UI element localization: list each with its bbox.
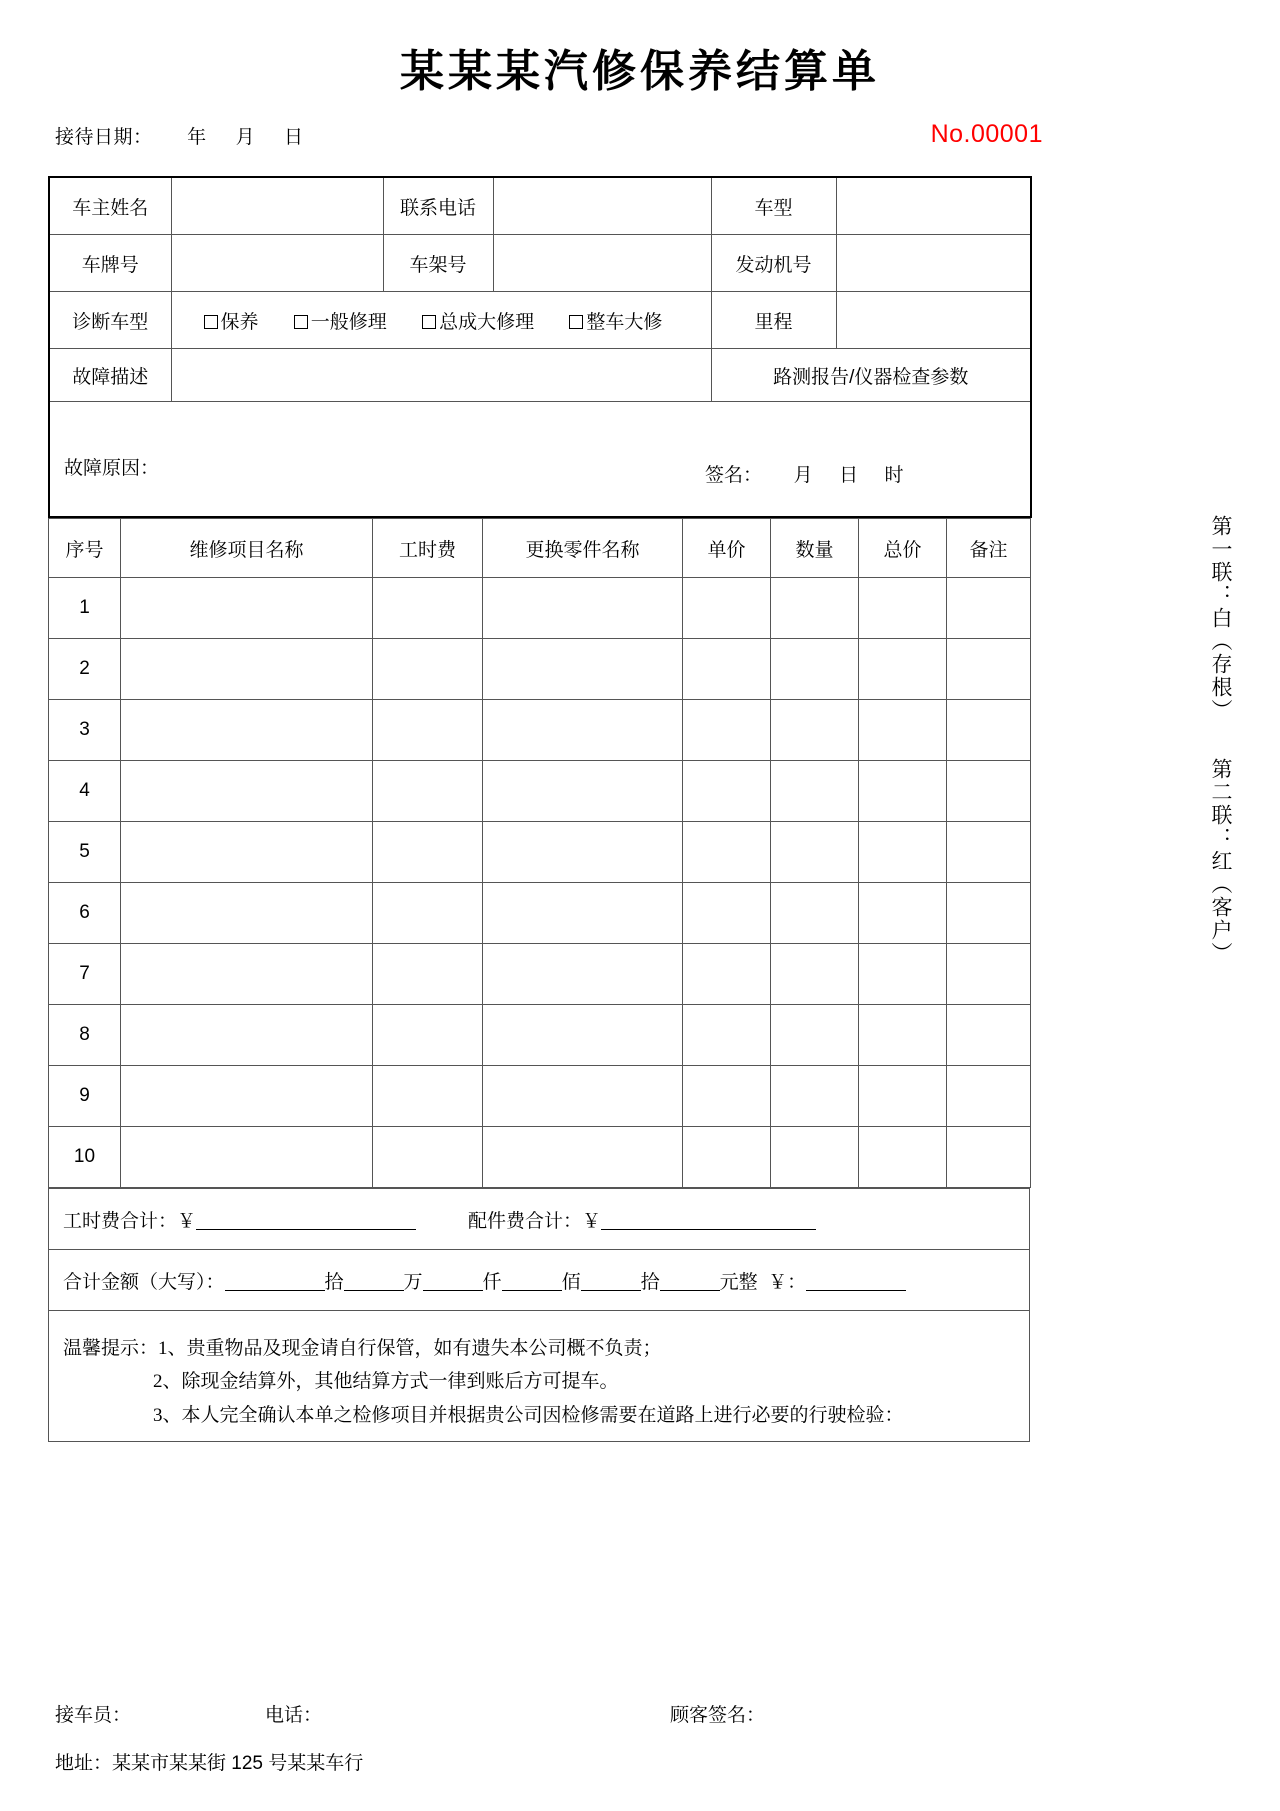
cell-remark[interactable] — [947, 639, 1031, 700]
notes-row — [49, 1311, 1030, 1442]
cell-part-name[interactable] — [483, 944, 683, 1005]
parts-total-label: 配件费合计：￥ — [468, 1210, 602, 1232]
unit-bai: 佰 — [561, 1271, 581, 1293]
note-text-2: 2、除现金结算外，其他结算方式一律到账后方可提车。 — [153, 1371, 619, 1393]
amount-blank-5[interactable] — [581, 1271, 641, 1291]
unit-shi-b: 拾 — [640, 1271, 660, 1293]
copy-labels — [1210, 515, 1250, 1001]
checkbox-icon[interactable] — [569, 315, 583, 329]
cell-remark[interactable] — [947, 944, 1031, 1005]
cell-total-price[interactable] — [859, 639, 947, 700]
amount-blank-4[interactable] — [502, 1271, 562, 1291]
cell-labor-fee[interactable] — [373, 822, 483, 883]
amount-numeric-field[interactable] — [806, 1271, 906, 1291]
cell-part-name[interactable] — [483, 761, 683, 822]
fault-cause-row — [49, 402, 1031, 518]
cell-index: 4 — [49, 761, 121, 822]
cell-index: 6 — [49, 883, 121, 944]
cell-total-price[interactable] — [859, 1066, 947, 1127]
owner-name-label: 车主姓名 — [49, 177, 171, 235]
table-row — [49, 639, 1031, 700]
mileage-field[interactable] — [836, 292, 1031, 349]
cell-part-name[interactable] — [483, 578, 683, 639]
copy-label-first: 第一联：白（存根） — [1209, 515, 1232, 722]
labor-total-label: 工时费合计：￥ — [63, 1210, 197, 1232]
cell-remark[interactable] — [947, 822, 1031, 883]
fault-cause-label: 故障原因： — [64, 457, 160, 479]
checkbox-label: 总成大修理 — [439, 311, 535, 333]
engine-number-field[interactable] — [836, 235, 1031, 292]
table-row — [49, 883, 1031, 944]
table-row — [49, 822, 1031, 883]
parts-total-field[interactable] — [601, 1210, 816, 1230]
cell-quantity[interactable] — [771, 1005, 859, 1066]
cell-remark[interactable] — [947, 700, 1031, 761]
cell-total-price[interactable] — [859, 578, 947, 639]
cell-unit-price[interactable] — [683, 578, 771, 639]
col-header-unit-price: 单价 — [683, 519, 771, 578]
cell-quantity[interactable] — [771, 639, 859, 700]
cell-labor-fee[interactable] — [373, 700, 483, 761]
meta-line — [55, 122, 1240, 156]
table-row — [49, 761, 1031, 822]
cell-index: 9 — [49, 1066, 121, 1127]
cell-labor-fee[interactable] — [373, 761, 483, 822]
cell-total-price[interactable] — [859, 944, 947, 1005]
cell-quantity[interactable] — [771, 883, 859, 944]
vin-label: 车架号 — [383, 235, 493, 292]
checkbox-icon[interactable] — [422, 315, 436, 329]
table-row — [49, 349, 1031, 402]
cell-unit-price[interactable] — [683, 700, 771, 761]
note-text-1: 1、贵重物品及现金请自行保管，如有遗失本公司概不负责； — [158, 1338, 662, 1360]
owner-name-field[interactable] — [171, 177, 383, 235]
cell-project[interactable] — [121, 1066, 373, 1127]
cell-remark[interactable] — [947, 1127, 1031, 1188]
checkbox-general-repair[interactable] — [294, 307, 387, 334]
cell-quantity[interactable] — [771, 700, 859, 761]
cell-part-name[interactable] — [483, 639, 683, 700]
page-title: 某某某汽修保养结算单 — [400, 47, 880, 96]
labor-total-field[interactable] — [196, 1210, 416, 1230]
cell-quantity[interactable] — [771, 1066, 859, 1127]
cell-labor-fee[interactable] — [373, 1066, 483, 1127]
copy-label-second: 第二联：红（客户） — [1209, 758, 1232, 965]
col-header-remark: 备注 — [947, 519, 1031, 578]
table-row — [49, 292, 1031, 349]
footer — [55, 1700, 1055, 1775]
items-body — [49, 578, 1031, 1188]
cell-total-price[interactable] — [859, 822, 947, 883]
cell-total-price[interactable] — [859, 883, 947, 944]
cell-index: 10 — [49, 1127, 121, 1188]
cell-labor-fee[interactable] — [373, 1005, 483, 1066]
totals-table — [48, 1188, 1030, 1442]
cell-project[interactable] — [121, 822, 373, 883]
cell-quantity[interactable] — [771, 578, 859, 639]
cell-part-name[interactable] — [483, 700, 683, 761]
checkbox-maintenance[interactable] — [204, 307, 259, 334]
cell-index: 5 — [49, 822, 121, 883]
cell-project[interactable] — [121, 761, 373, 822]
table-row — [49, 944, 1031, 1005]
cell-index: 3 — [49, 700, 121, 761]
cell-total-price[interactable] — [859, 1127, 947, 1188]
cell-unit-price[interactable] — [683, 639, 771, 700]
note-line-2 — [63, 1365, 1015, 1398]
col-header-labor-fee: 工时费 — [373, 519, 483, 578]
engine-number-label: 发动机号 — [711, 235, 836, 292]
cell-unit-price[interactable] — [683, 822, 771, 883]
amount-blank-3[interactable] — [423, 1271, 483, 1291]
fault-description-field[interactable] — [171, 349, 711, 402]
cell-total-price[interactable] — [859, 761, 947, 822]
checkbox-icon[interactable] — [294, 315, 308, 329]
unit-wan: 万 — [403, 1271, 423, 1293]
cell-quantity[interactable] — [771, 1127, 859, 1188]
table-row — [49, 1127, 1031, 1188]
checkbox-label: 整车大修 — [586, 311, 663, 333]
col-header-index: 序号 — [49, 519, 121, 578]
reception-date-label: 接待日期： 年 月 日 — [55, 127, 304, 149]
cell-remark[interactable] — [947, 578, 1031, 639]
table-row — [49, 235, 1031, 292]
diagnosis-type-label: 诊断车型 — [49, 292, 171, 349]
plate-number-label: 车牌号 — [49, 235, 171, 292]
contact-phone-label: 联系电话 — [383, 177, 493, 235]
form-body — [48, 176, 1030, 1442]
address-label: 地址：某某市某某街 125 号某某车行 — [55, 1753, 364, 1774]
cell-unit-price[interactable] — [683, 944, 771, 1005]
cell-labor-fee[interactable] — [373, 578, 483, 639]
plate-number-field[interactable] — [171, 235, 383, 292]
notes-cell — [49, 1311, 1030, 1442]
items-header-row — [49, 519, 1031, 578]
footer-signature-row — [55, 1700, 1055, 1740]
cell-index: 1 — [49, 578, 121, 639]
amount-words-cell — [49, 1250, 1030, 1311]
cell-project[interactable] — [121, 700, 373, 761]
cell-quantity[interactable] — [771, 944, 859, 1005]
checkbox-full-overhaul[interactable] — [569, 307, 662, 334]
table-row — [49, 1066, 1031, 1127]
cell-part-name[interactable] — [483, 822, 683, 883]
amount-words-row — [49, 1250, 1030, 1311]
checkbox-label: 一般修理 — [310, 311, 387, 333]
col-header-quantity: 数量 — [771, 519, 859, 578]
vehicle-info-table — [48, 176, 1032, 518]
mileage-label: 里程 — [711, 292, 836, 349]
cell-project[interactable] — [121, 883, 373, 944]
col-header-part-name: 更换零件名称 — [483, 519, 683, 578]
checkbox-label: 保养 — [220, 311, 259, 333]
cell-project[interactable] — [121, 578, 373, 639]
road-test-report-label: 路测报告/仪器检查参数 — [711, 349, 1031, 402]
unit-shi-a: 拾 — [324, 1271, 344, 1293]
cell-part-name[interactable] — [483, 1066, 683, 1127]
serial-number: No.00001 — [930, 120, 1043, 149]
amount-symbol: ￥： — [768, 1271, 807, 1293]
cell-labor-fee[interactable] — [373, 639, 483, 700]
cell-index: 8 — [49, 1005, 121, 1066]
amount-blank-1[interactable] — [225, 1271, 325, 1291]
cell-project[interactable] — [121, 1127, 373, 1188]
note-line-1 — [63, 1332, 1015, 1365]
operator-label: 接车员： — [55, 1705, 132, 1726]
cell-project[interactable] — [121, 944, 373, 1005]
contact-phone-field[interactable] — [493, 177, 711, 235]
cell-total-price[interactable] — [859, 700, 947, 761]
amount-blank-6[interactable] — [660, 1271, 720, 1291]
cell-unit-price[interactable] — [683, 883, 771, 944]
note-line-3 — [63, 1399, 1015, 1432]
phone-label: 电话： — [265, 1705, 323, 1726]
notes-prefix: 温馨提示： — [63, 1338, 159, 1360]
cell-index: 2 — [49, 639, 121, 700]
cell-remark[interactable] — [947, 883, 1031, 944]
cell-remark[interactable] — [947, 1066, 1031, 1127]
unit-qian: 仟 — [482, 1271, 502, 1293]
cell-project[interactable] — [121, 639, 373, 700]
cell-part-name[interactable] — [483, 883, 683, 944]
cell-remark[interactable] — [947, 761, 1031, 822]
customer-signature-label: 顾客签名： — [670, 1705, 766, 1726]
table-row — [49, 1005, 1031, 1066]
cell-labor-fee[interactable] — [373, 883, 483, 944]
unit-yuanzheng: 元整 — [719, 1271, 758, 1293]
cell-labor-fee[interactable] — [373, 1127, 483, 1188]
cell-index: 7 — [49, 944, 121, 1005]
cell-unit-price[interactable] — [683, 761, 771, 822]
amount-words-label: 合计金额（大写）： — [63, 1271, 225, 1293]
fee-totals-cell — [49, 1189, 1030, 1250]
col-header-total-price: 总价 — [859, 519, 947, 578]
repair-items-table — [48, 518, 1031, 1188]
cell-remark[interactable] — [947, 1005, 1031, 1066]
cell-quantity[interactable] — [771, 761, 859, 822]
vin-field[interactable] — [493, 235, 711, 292]
signature-line: 签名： 月 日 时 — [705, 465, 904, 486]
cell-total-price[interactable] — [859, 1005, 947, 1066]
cell-unit-price[interactable] — [683, 1005, 771, 1066]
note-text-3: 3、本人完全确认本单之检修项目并根据贵公司因检修需要在道路上进行必要的行驶检验： — [153, 1404, 904, 1426]
diagnosis-checkbox-group — [171, 292, 711, 349]
fault-cause-cell[interactable] — [49, 402, 1031, 518]
checkbox-assembly-overhaul[interactable] — [422, 307, 534, 334]
table-row — [49, 578, 1031, 639]
cell-quantity[interactable] — [771, 822, 859, 883]
table-row — [49, 177, 1031, 235]
cell-labor-fee[interactable] — [373, 944, 483, 1005]
table-row — [49, 700, 1031, 761]
cell-part-name[interactable] — [483, 1005, 683, 1066]
car-model-label: 车型 — [711, 177, 836, 235]
amount-blank-2[interactable] — [344, 1271, 404, 1291]
col-header-project: 维修项目名称 — [121, 519, 373, 578]
cell-project[interactable] — [121, 1005, 373, 1066]
checkbox-icon[interactable] — [204, 315, 218, 329]
fault-description-label: 故障描述 — [49, 349, 171, 402]
cell-unit-price[interactable] — [683, 1127, 771, 1188]
car-model-field[interactable] — [836, 177, 1031, 235]
fee-totals-row — [49, 1189, 1030, 1250]
cell-unit-price[interactable] — [683, 1066, 771, 1127]
cell-part-name[interactable] — [483, 1127, 683, 1188]
